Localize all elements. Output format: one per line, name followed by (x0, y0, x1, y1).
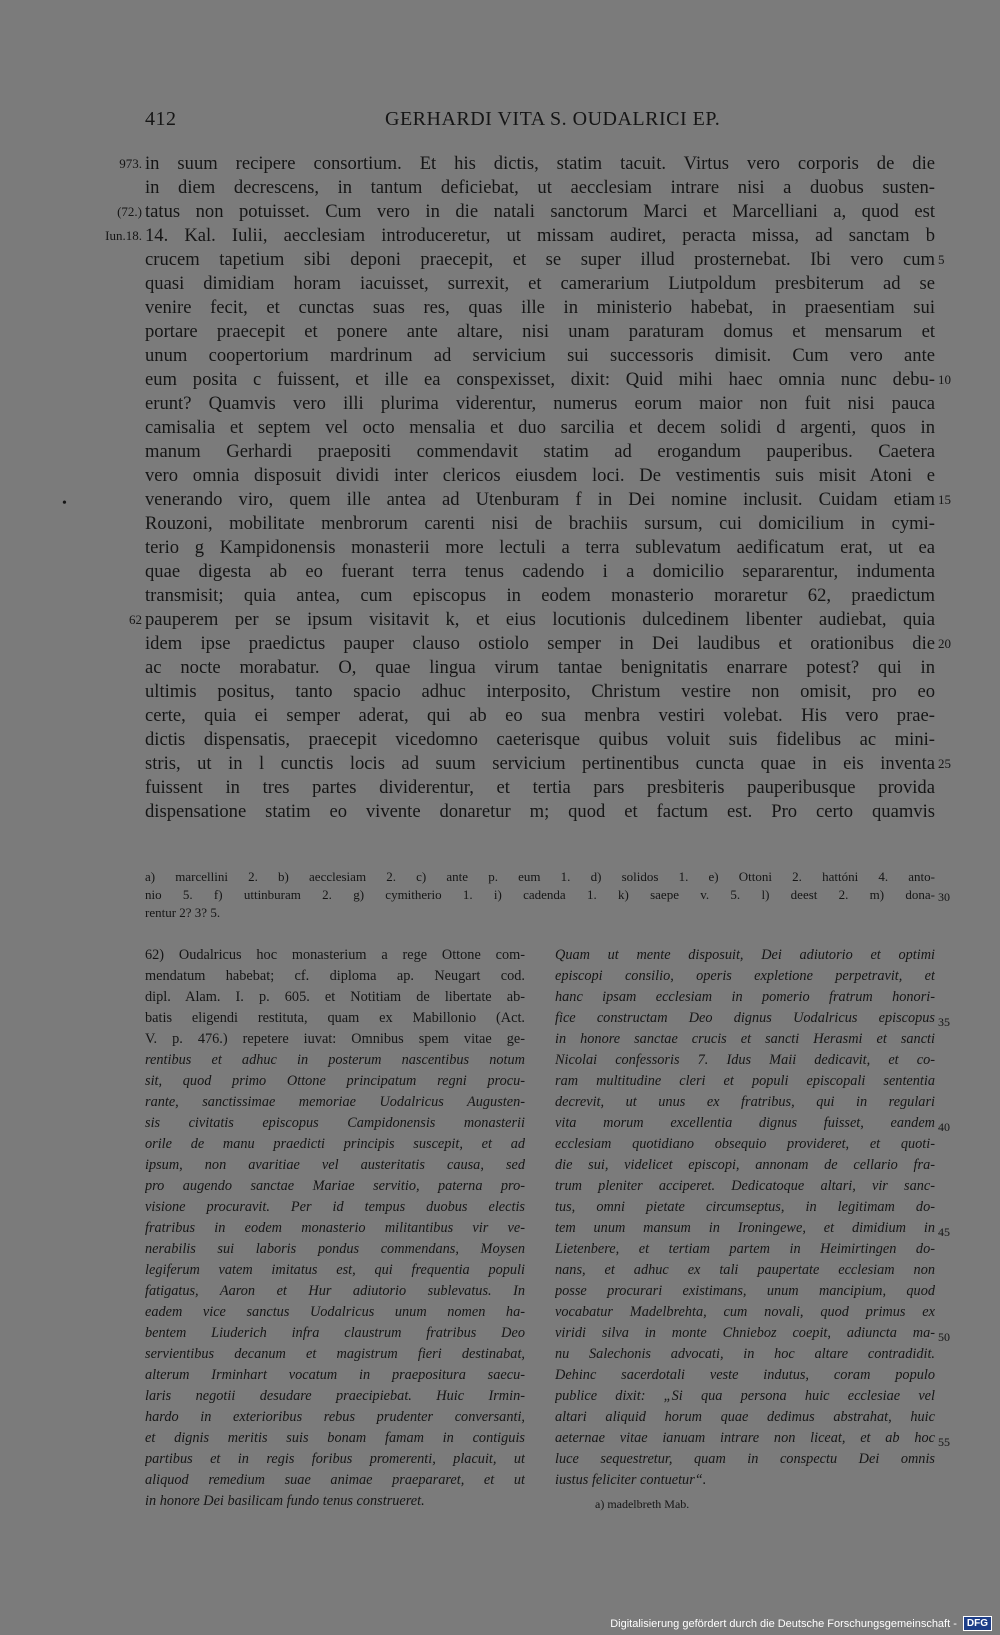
commentary-footnote: a) madelbreth Mab. (595, 1497, 690, 1511)
body-line: terio g Kampidonensis monasterii more lectuli a terra sublevatum aedificatum erat, ut ea (145, 537, 935, 558)
commentary-line: laris negotii desudare praecipiebat. Huic Irmin- (145, 1388, 525, 1404)
line-number: 30 (938, 890, 950, 904)
body-line: vero omnia disposuit dividi inter clericos eiusdem loci. De vestimentis suis misit Atoni e (145, 465, 935, 486)
line-number: 5 (938, 252, 945, 267)
commentary-line: fatigatus, Aaron et Hur adiutorio sublevatus. In (145, 1283, 525, 1299)
commentary-line: alterum Irminhart vocatum in praepositura saecu- (145, 1367, 525, 1383)
commentary-line: rante, sanctissimae memoriae Uodalricus Augusten- (145, 1094, 525, 1110)
commentary-right-column (555, 945, 935, 1515)
commentary-line: die sui, videlicet episcopi, annonam de cellario fra- (555, 1157, 935, 1173)
commentary-line: partibus et in regis foribus promerenti, placuit, ut (145, 1451, 525, 1467)
margin-year: 973. (119, 156, 142, 171)
page-number: 412 (145, 108, 177, 130)
commentary-line: ipsum, non avaritiae vel austeritatis causa, sed (145, 1157, 525, 1173)
body-line: certe, quia ei semper aderat, qui ab eo sua menbra vestiri volebat. His vero prae- (145, 705, 935, 726)
commentary-line: episcopi consilio, operis expletione perpetravit, et (555, 968, 935, 984)
line-number: 45 (938, 1225, 950, 1239)
body-line: venerando viro, quem ille antea ad Utenburam f in Dei nomine inclusit. Cuidam etiam (145, 489, 935, 510)
line-number: 35 (938, 1015, 950, 1029)
body-line: quae digesta ab eo fuerant terra tenus cadendo i a domicilio separarentur, indumenta (145, 561, 935, 582)
commentary-line: vocabatur Madelbrehta, cum novali, quod primus ex (555, 1304, 935, 1320)
commentary-line: nerabilis sui laboris pondus commendans, Moysen (145, 1241, 525, 1257)
body-line: in suum recipere consortium. Et his dictis, statim tacuit. Virtus vero corporis de die (145, 153, 935, 174)
commentary-line: aeternae vitae ianuam intrare non liceat, et ab hoc (555, 1430, 935, 1446)
commentary-line: et dignis meritis suis bonam famam in contiguis (145, 1430, 525, 1446)
commentary-line: eadem vice sanctus Uodalricus unum nomen ha- (145, 1304, 525, 1320)
body-line: dictis dispensatis, praecepit vicedomno caeterisque quibus voluit suis fidelibus ac mini- (145, 729, 935, 750)
commentary-line: nans, et adhuc ex tali paupertate ecclesiam non (555, 1262, 935, 1278)
line-number: 50 (938, 1330, 950, 1344)
commentary-line: trum pleniter acciperet. Dedicatoque altari, vir sanc- (555, 1178, 935, 1194)
variant-note-line: nio 5. f) uttinburam 2. g) cymitherio 1. i) cadenda 1. k) saepe v. 5. l) deest 2. m) dona- (145, 887, 935, 902)
commentary-line: publice dixit: „Si qua persona huic ecclesiae vel (555, 1388, 935, 1404)
commentary-line: Quam ut mente disposuit, Dei adiutorio et optimi (555, 947, 935, 963)
line-number: 25 (938, 756, 951, 771)
commentary-line: visione procuravit. Per id tempus duobus electis (145, 1199, 525, 1215)
commentary-line: 62) Oudalricus hoc monasterium a rege Ottone com- (145, 947, 525, 963)
commentary-line: Nicolai confessoris 7. Idus Maii dedicavit, et co- (555, 1052, 935, 1068)
variant-note-line: a) marcellini 2. b) aecclesiam 2. c) ante p. eum 1. d) solidos 1. e) Ottoni 2. hattóni 4. anto- (145, 869, 935, 884)
commentary-line: mendatum habebat; cf. diploma ap. Neugart cod. (145, 968, 525, 984)
line-number: 15 (938, 492, 951, 507)
commentary-line: sis civitatis episcopus Campidonensis monasterii (145, 1115, 525, 1131)
commentary-line: viridi silva in monte Chnieboz coepit, adiuncta ma- (555, 1325, 935, 1341)
commentary-line: aliquod remedium suae animae praepararet, et ut (145, 1472, 525, 1488)
commentary-left-column (145, 945, 525, 1512)
line-number: 10 (938, 372, 951, 387)
body-line: ultimis positus, tanto spacio adhuc interposito, Christum vestire non omisit, pro eo (145, 681, 935, 702)
body-line: quasi dimidiam horam iacuisset, surrexit, et camerarium Liutpoldum presbiterum ad se (145, 273, 935, 294)
commentary-line: decrevit, ut unus ex fratribus, qui in regulari (555, 1094, 935, 1110)
line-number: 40 (938, 1120, 950, 1134)
digitization-footer (610, 1616, 992, 1631)
line-number: 55 (938, 1435, 950, 1449)
commentary-line: hardo in exterioribus rebus prudenter conversanti, (145, 1409, 525, 1425)
commentary-line: dipl. Alam. I. p. 605. et Notitiam de libertate ab- (145, 989, 525, 1005)
body-line: ac nocte morabatur. O, quae lingua virum tantae benignitatis enarrare potest? qui in (145, 657, 935, 678)
commentary-line: Dehinc sacerdotali veste indutus, coram populo (555, 1367, 935, 1383)
commentary-line: servientibus decanum et magistrum fieri destinabat, (145, 1346, 525, 1362)
commentary-line: Lietenbere, et tertiam partem in Heimirtingen do- (555, 1241, 935, 1257)
commentary-line: sit, quod primo Ottone principatum regni procu- (145, 1073, 525, 1089)
footer-text: Digitalisierung gefördert durch die Deutsche Forschungsgemeinschaft - (610, 1617, 957, 1630)
variant-notes (145, 868, 935, 922)
body-line: erunt? Quamvis vero illi plurima viderentur, numerus eorum maior non fuit nisi pauca (145, 393, 935, 414)
commentary-line: posse procurari existimans, unum mancipium, quod (555, 1283, 935, 1299)
variant-note-line: rentur 2? 3? 5. (145, 905, 221, 920)
commentary-line: altari aliquid horum quae dedimus abstrahat, huic (555, 1409, 935, 1425)
commentary-line: in honore sanctae crucis et sancti Herasmi et sancti (555, 1031, 935, 1047)
body-line: transmisit; quia antea, cum episcopus in eodem monasterio moraretur 62, praedictum (145, 585, 935, 606)
body-line: crucem tapetium sibi deponi praecepit, et se super illud prosternebat. Ibi vero cum (145, 249, 935, 270)
dfg-logo: DFG (963, 1616, 992, 1631)
body-line: dispensatione statim eo vivente donaretur m; quod et factum est. Pro certo quamvis (145, 801, 935, 822)
line-number: 20 (938, 636, 951, 651)
body-line: 14. Kal. Iulii, aecclesiam introduceretur, ut missam audiret, peracta missa, ad sanctam b (145, 225, 935, 246)
commentary-line: bentem Liuderich infra claustrum fratribus Deo (145, 1325, 525, 1341)
commentary-line: ram multitudine cleri et populi episcopali sententia (555, 1073, 935, 1089)
body-line: manum Gerhardi praepositi commendavit statim ad erogandum pauperibus. Caetera (145, 441, 935, 462)
margin-note-ref: 62 (129, 612, 142, 627)
running-title: GERHARDI VITA S. OUDALRICI EP. (385, 108, 721, 130)
commentary-line: in honore Dei basilicam fundo tenus construeret. (145, 1493, 425, 1509)
commentary-line: fratribus in eodem monasterio militantibus vir ve- (145, 1220, 525, 1236)
commentary-line: luce sequestretur, quam in conspectu Dei omnis (555, 1451, 935, 1467)
body-line: Rouzoni, mobilitate menbrorum carenti nisi de brachiis sursum, cui domicilium in cymi- (145, 513, 935, 534)
margin-date: Iun.18. (105, 228, 142, 243)
body-line: venire fecit, et cunctas suas res, quas ille in ministerio habebat, in praesentiam sui (145, 297, 935, 318)
commentary-line: legiferum vatem imitatus est, qui frequentia populi (145, 1262, 525, 1278)
commentary-line: fice constructam Deo dignus Uodalricus episcopus (555, 1010, 935, 1026)
body-line: idem ipse praedictus pauper clauso ostiolo semper in Dei laudibus et orationibus die (145, 633, 935, 654)
body-line: pauperem per se ipsum visitavit k, et eius locutionis dulcedinem libenter audiebat, quia (145, 609, 935, 630)
body-line: camisalia et septem vel octo mensalia et duo sarcilia et decem solidi d argenti, quos in (145, 417, 935, 438)
commentary-line: hanc ipsam ecclesiam in pomerio fratrum honori- (555, 989, 935, 1005)
commentary-line: vita morum excellentia dignus fuisset, eandem (555, 1115, 935, 1131)
margin-mark: • (62, 496, 67, 511)
commentary-line: tus, omni pietate circumseptus, in legitimam do- (555, 1199, 935, 1215)
commentary-line: V. p. 476.) repetere iuvat: Omnibus spem vitae ge- (145, 1031, 525, 1047)
body-line: in diem decrescens, in tantum deficiebat, ut aecclesiam intrare nisi a duobus susten- (145, 177, 935, 198)
commentary-line: orile de manu praedicti principis suscepit, et ad (145, 1136, 525, 1152)
body-line: portare praecepit et ponere ante altare, nisi unam paraturam domus et mensarum et (145, 321, 935, 342)
commentary-line: rentibus et adhuc in posterum nascentibus notum (145, 1052, 525, 1068)
margin-year-alt: (72.) (117, 204, 142, 219)
commentary-line: iustus feliciter contuetur“. (555, 1472, 707, 1488)
body-line: stris, ut in l cunctis locis ad suum servicium pertinentibus cuncta quae in eis inventa (145, 753, 935, 774)
commentary-line: ecclesiam quotidiano obsequio provideret, et quoti- (555, 1136, 935, 1152)
body-line: fuissent in tres partes dividerentur, et tertia pars presbiteris pauperibusque provida (145, 777, 935, 798)
commentary-line: nu Salechonis advocati, in hoc altare contradidit. (555, 1346, 935, 1362)
body-line: unum coopertorium mardrinum ad servicium sui successoris dimisit. Cum vero ante (145, 345, 935, 366)
commentary-line: pro augendo sanctae Mariae servitio, paterna pro- (145, 1178, 525, 1194)
body-line: eum posita c fuissent, et ille ea conspexisset, dixit: Quid mihi haec omnia nunc debu- (145, 369, 935, 390)
body-line: tatus non potuisset. Cum vero in die natali sanctorum Marci et Marcelliani a, quod est (145, 201, 935, 222)
commentary-line: tem unum mansum in Ironingewe, et dimidium in (555, 1220, 935, 1236)
commentary-line: batis eligendi restituta, quam ex Mabillonio (Act. (145, 1010, 525, 1026)
